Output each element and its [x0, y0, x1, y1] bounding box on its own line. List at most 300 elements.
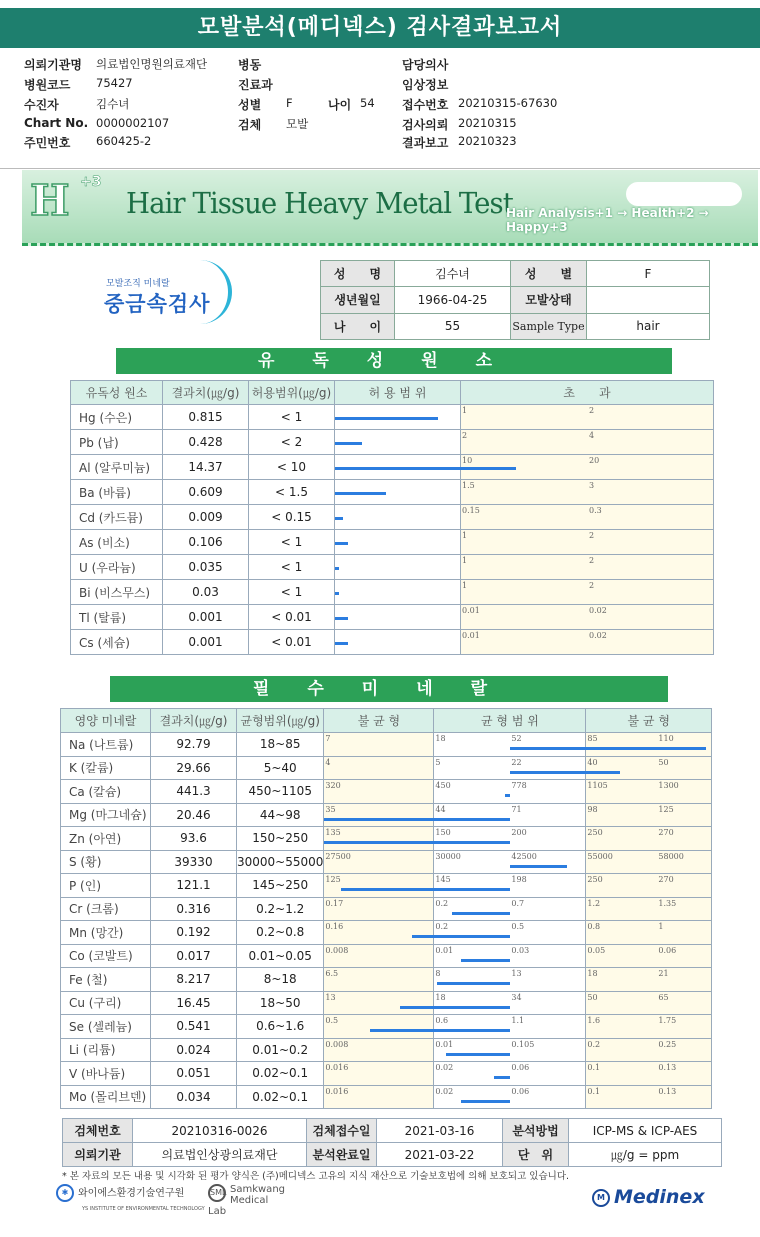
balance-cell — [434, 944, 586, 968]
header-value: 김수녀 — [96, 97, 130, 111]
element-range: < 0.01 — [249, 605, 335, 630]
tick-label: 50 — [587, 992, 598, 1002]
tick-label: 0.06 — [511, 1086, 530, 1096]
ess-header: 균형범위(㎍/g) — [237, 709, 324, 733]
tick-label: 0.5 — [325, 1016, 339, 1025]
result-bar — [510, 747, 586, 750]
exceed-cell — [461, 530, 714, 555]
mineral-value: 8.217 — [151, 968, 237, 992]
tick-label: 21 — [658, 969, 669, 978]
header-label: 검사의뢰 — [402, 118, 449, 132]
patient-sex: F — [587, 261, 710, 287]
tick-label: 44 — [435, 804, 446, 814]
tick-label: 250 — [587, 828, 603, 837]
result-bar — [434, 1006, 510, 1009]
test-banner — [22, 170, 758, 246]
tick-label: 0.1 — [587, 1063, 601, 1072]
tick-label: 1300 — [658, 781, 679, 790]
tick-label: 7 — [325, 734, 331, 743]
header-value: 모발 — [286, 117, 309, 131]
mineral-row — [61, 827, 712, 851]
result-bar — [461, 1100, 510, 1103]
tick-label: 125 — [658, 804, 674, 814]
tick-label: 18 — [435, 992, 446, 1002]
banner-subtitle: Hair Analysis+1 → Health+2 → Happy+3 — [506, 206, 709, 234]
result-bar-high — [586, 747, 706, 750]
tick-label: 0.105 — [511, 1039, 535, 1049]
mineral-row — [61, 756, 712, 780]
specimen-footer-table — [62, 1118, 722, 1167]
element-value: 0.009 — [163, 505, 249, 530]
org-ys-name: 와이에스환경기술연구원 — [78, 1188, 185, 1199]
tick-label: 5 — [435, 757, 441, 767]
mineral-range: 0.02~0.1 — [237, 1085, 324, 1109]
element-range: < 1 — [249, 530, 335, 555]
tick-label: 270 — [658, 828, 674, 837]
sex-label: 성 별 — [511, 261, 587, 287]
result-bar — [335, 492, 386, 495]
header-label: 접수번호 — [402, 98, 449, 112]
element-range: < 2 — [249, 430, 335, 455]
mineral-value: 0.024 — [151, 1038, 237, 1062]
allow-range-cell — [335, 505, 461, 530]
mineral-range: 0.02~0.1 — [237, 1062, 324, 1086]
mineral-row — [61, 733, 712, 757]
low-imbalance-cell — [324, 874, 434, 898]
tick-label: 13 — [325, 992, 336, 1002]
low-imbalance-cell — [324, 991, 434, 1015]
balance-cell — [434, 756, 586, 780]
mineral-value: 0.034 — [151, 1085, 237, 1109]
header-label: 임상정보 — [402, 78, 449, 92]
tick-label: 4 — [589, 431, 595, 440]
tick-label: 250 — [587, 875, 603, 884]
dob-label: 생년월일 — [321, 287, 395, 313]
tick-label: 0.13 — [658, 1063, 677, 1072]
header-label: 검체 — [238, 118, 262, 132]
tick-label: 0.02 — [435, 1086, 454, 1096]
tick-label: 55000 — [587, 851, 613, 861]
unit-value: ㎍/g = ppm — [569, 1143, 722, 1167]
org-samkwang — [208, 1184, 285, 1217]
requester-name: 의료법인상광의료재단 — [133, 1143, 307, 1167]
tick-label: 71 — [511, 804, 522, 814]
age-label: 나 이 — [321, 313, 395, 339]
low-imbalance-cell — [324, 921, 434, 945]
ys-logo-icon: ✱ — [56, 1184, 74, 1202]
essential-minerals-table — [60, 708, 712, 1109]
exceed-cell — [461, 480, 714, 505]
mineral-row — [61, 991, 712, 1015]
mineral-name: Li (리튬) — [61, 1038, 151, 1062]
result-bar — [461, 959, 510, 962]
patient-age: 55 — [395, 313, 511, 339]
header-label: 성별 — [238, 98, 262, 112]
toxic-row — [71, 480, 714, 505]
header-divider — [0, 168, 760, 169]
high-imbalance-cell — [586, 944, 712, 968]
result-bar — [452, 912, 511, 915]
tick-label: 0.01 — [462, 631, 480, 640]
product-logo — [84, 264, 234, 324]
mineral-range: 0.6~1.6 — [237, 1015, 324, 1039]
mineral-range: 145~250 — [237, 874, 324, 898]
tick-label: 0.06 — [658, 945, 677, 955]
toxic-row — [71, 605, 714, 630]
mineral-name: Mn (망간) — [61, 921, 151, 945]
tick-label: 145 — [435, 875, 451, 884]
tick-label: 98 — [587, 804, 598, 814]
exceed-cell — [461, 555, 714, 580]
mineral-row — [61, 803, 712, 827]
header-label: 결과보고 — [402, 136, 449, 150]
scanned-report — [22, 170, 758, 1235]
header-value: 20210315-67630 — [458, 96, 558, 110]
mineral-row — [61, 921, 712, 945]
allow-range-cell — [335, 605, 461, 630]
tick-label: 0.17 — [325, 898, 344, 908]
mineral-value: 20.46 — [151, 803, 237, 827]
result-bar — [335, 617, 348, 620]
result-bar-low — [341, 888, 435, 891]
mineral-name: K (칼륨) — [61, 756, 151, 780]
balance-cell — [434, 1085, 586, 1109]
request-header — [0, 50, 760, 168]
tick-label: 0.02 — [435, 1063, 454, 1072]
exceed-cell — [461, 580, 714, 605]
tick-label: 0.05 — [587, 945, 606, 955]
tick-label: 200 — [511, 828, 527, 837]
tick-label: 8 — [435, 969, 441, 978]
balance-cell — [434, 1038, 586, 1062]
toxic-header: 허 용 범 위 — [335, 381, 461, 405]
mineral-value: 0.316 — [151, 897, 237, 921]
tick-label: 0.06 — [511, 1063, 530, 1072]
result-bar — [335, 442, 362, 445]
result-bar-low — [370, 1029, 435, 1032]
patient-sample: hair — [587, 313, 710, 339]
header-label: 병동 — [238, 58, 262, 72]
requester-label: 의뢰기관 — [63, 1143, 133, 1167]
tick-label: 0.1 — [587, 1086, 601, 1096]
tick-label: 18 — [587, 969, 598, 978]
allow-range-cell — [335, 405, 461, 430]
tick-label: 20 — [589, 456, 600, 465]
element-value: 0.03 — [163, 580, 249, 605]
toxic-row — [71, 555, 714, 580]
exceed-cell — [461, 505, 714, 530]
mineral-range: 0.2~1.2 — [237, 897, 324, 921]
mineral-value: 39330 — [151, 850, 237, 874]
header-value: 의료법인명원의료재단 — [96, 57, 208, 71]
element-value: 0.001 — [163, 630, 249, 655]
tick-label: 270 — [658, 875, 674, 884]
mineral-name: P (인) — [61, 874, 151, 898]
mineral-name: Fe (철) — [61, 968, 151, 992]
tick-label: 1 — [462, 556, 468, 565]
exceed-cell — [461, 455, 714, 480]
result-bar-low — [324, 818, 434, 821]
header-value: 0000002107 — [96, 116, 170, 130]
toxic-row — [71, 630, 714, 655]
tick-label: 0.13 — [658, 1086, 677, 1096]
result-bar — [335, 467, 461, 470]
tick-label: 2 — [589, 531, 595, 540]
high-imbalance-cell — [586, 991, 712, 1015]
result-bar — [437, 982, 510, 985]
balance-cell — [434, 827, 586, 851]
mineral-row — [61, 968, 712, 992]
header-value: 660425-2 — [96, 134, 152, 148]
logo-big-text: 중금속검사 — [104, 292, 211, 316]
tick-label: 2 — [589, 556, 595, 565]
org-samkwang-2: Medical Lab — [208, 1195, 269, 1217]
copyright-note: * 본 자료의 모든 내용 및 시각화 된 평가 양식은 (주)메디넥스 고유의 지식 재산으로 기술보호법에 의해 보호되고 있습니다. — [62, 1171, 570, 1182]
element-value: 0.428 — [163, 430, 249, 455]
tick-label: 1.2 — [587, 898, 601, 908]
low-imbalance-cell — [324, 733, 434, 757]
balance-cell — [434, 921, 586, 945]
tick-label: 0.6 — [435, 1016, 449, 1025]
specimen-number: 20210316-0026 — [133, 1119, 307, 1143]
org-medinex — [592, 1186, 705, 1208]
mineral-range: 18~50 — [237, 991, 324, 1015]
tick-label: 18 — [435, 734, 446, 743]
org-medinex-name: Medinex — [614, 1186, 705, 1208]
mineral-value: 92.79 — [151, 733, 237, 757]
mineral-name: Ca (칼슘) — [61, 780, 151, 804]
tick-label: 34 — [511, 992, 522, 1002]
mineral-row — [61, 1015, 712, 1039]
header-label: 의뢰기관명 — [24, 58, 82, 72]
tick-label: 30000 — [435, 851, 461, 861]
high-imbalance-cell — [586, 921, 712, 945]
tick-label: 1.35 — [658, 898, 677, 908]
balance-cell — [434, 850, 586, 874]
exceed-cell — [461, 430, 714, 455]
high-imbalance-cell — [586, 897, 712, 921]
element-value: 0.815 — [163, 405, 249, 430]
element-range: < 1 — [249, 580, 335, 605]
tick-label: 1.6 — [587, 1016, 601, 1025]
high-imbalance-cell — [586, 874, 712, 898]
toxic-row — [71, 430, 714, 455]
exceed-cell — [461, 405, 714, 430]
mineral-range: 5~40 — [237, 756, 324, 780]
tick-label: 135 — [325, 828, 341, 837]
tick-label: 27500 — [325, 851, 351, 861]
result-bar — [335, 642, 348, 645]
tick-label: 2 — [462, 431, 468, 440]
result-bar — [335, 542, 348, 545]
mineral-name: Na (나트륨) — [61, 733, 151, 757]
low-imbalance-cell — [324, 850, 434, 874]
logo-arc-icon — [188, 260, 232, 324]
balance-cell — [434, 968, 586, 992]
completed-label: 분석완료일 — [307, 1143, 377, 1167]
mineral-name: Se (셀레늄) — [61, 1015, 151, 1039]
tick-label: 1.1 — [511, 1016, 525, 1025]
tick-label: 0.2 — [435, 898, 449, 908]
toxic-section-title: 유독성원소 — [116, 348, 672, 374]
exceed-cell — [461, 605, 714, 630]
high-imbalance-cell — [586, 850, 712, 874]
essential-section-title: 필수미네랄 — [110, 676, 668, 702]
header-label: 주민번호 — [24, 136, 71, 150]
element-name: Cd (카드뮴) — [71, 505, 163, 530]
element-range: < 0.01 — [249, 630, 335, 655]
tick-label: 198 — [511, 875, 527, 884]
tick-label: 150 — [435, 828, 451, 837]
result-bar-low — [400, 1006, 434, 1009]
header-label: 수진자 — [24, 98, 59, 112]
ess-header: 균 형 범 위 — [434, 709, 586, 733]
name-label: 성 명 — [321, 261, 395, 287]
tick-label: 0.008 — [325, 1039, 349, 1049]
ess-header: 불 균 형 — [324, 709, 434, 733]
result-bar — [434, 935, 510, 938]
mineral-row — [61, 1062, 712, 1086]
mineral-row — [61, 874, 712, 898]
header-value: 20210323 — [458, 134, 517, 148]
tick-label: 0.01 — [435, 1039, 454, 1049]
tick-label: 0.01 — [435, 945, 454, 955]
unit-label: 단 위 — [503, 1143, 569, 1167]
tick-label: 10 — [462, 456, 473, 465]
header-value: 20210315 — [458, 116, 517, 130]
result-bar — [510, 865, 567, 868]
mineral-range: 30000~55000 — [237, 850, 324, 874]
toxic-row — [71, 580, 714, 605]
tick-label: 40 — [587, 757, 598, 767]
mineral-value: 0.017 — [151, 944, 237, 968]
tick-label: 0.8 — [587, 922, 601, 931]
header-value: 75427 — [96, 76, 133, 90]
low-imbalance-cell — [324, 1038, 434, 1062]
mineral-value: 29.66 — [151, 756, 237, 780]
header-label: 병원코드 — [24, 78, 71, 92]
tick-label: 0.008 — [325, 945, 349, 955]
specimen-label: 검체번호 — [63, 1119, 133, 1143]
sml-logo-icon: SML — [208, 1184, 226, 1202]
tick-label: 1 — [462, 531, 468, 540]
tick-label: 52 — [511, 734, 522, 743]
toxic-row — [71, 455, 714, 480]
balance-cell — [434, 780, 586, 804]
mineral-range: 18~85 — [237, 733, 324, 757]
header-label: 나이 — [328, 98, 352, 112]
patient-info-table — [320, 260, 710, 340]
patient-name: 김수녀 — [395, 261, 511, 287]
tick-label: 1 — [462, 581, 468, 590]
high-imbalance-cell — [586, 733, 712, 757]
low-imbalance-cell — [324, 944, 434, 968]
tick-label: 0.2 — [435, 922, 449, 931]
low-imbalance-cell — [324, 780, 434, 804]
low-imbalance-cell — [324, 897, 434, 921]
high-imbalance-cell — [586, 968, 712, 992]
medinex-logo-icon: M — [592, 1189, 610, 1207]
tick-label: 0.016 — [325, 1086, 349, 1096]
tick-label: 35 — [325, 804, 336, 814]
mineral-range: 450~1105 — [237, 780, 324, 804]
report-title: 모발분석(메디넥스) 검사결과보고서 — [0, 8, 760, 48]
header-label: Chart No. — [24, 116, 89, 130]
tick-label: 58000 — [658, 851, 684, 861]
tick-label: 0.03 — [511, 945, 530, 955]
ess-header: 영양 미네랄 — [61, 709, 151, 733]
tick-label: 13 — [511, 969, 522, 978]
toxic-header: 초 과 — [461, 381, 714, 405]
high-imbalance-cell — [586, 1015, 712, 1039]
element-range: < 10 — [249, 455, 335, 480]
low-imbalance-cell — [324, 827, 434, 851]
allow-range-cell — [335, 430, 461, 455]
banner-logo-sup: +3 — [80, 174, 102, 190]
tick-label: 4 — [325, 757, 331, 767]
allow-range-cell — [335, 555, 461, 580]
element-name: U (우라늄) — [71, 555, 163, 580]
element-value: 0.035 — [163, 555, 249, 580]
element-range: < 1.5 — [249, 480, 335, 505]
balance-cell — [434, 733, 586, 757]
tick-label: 1105 — [587, 781, 608, 790]
mineral-range: 0.2~0.8 — [237, 921, 324, 945]
result-bar — [494, 1076, 511, 1079]
ess-header: 불 균 형 — [586, 709, 712, 733]
mineral-range: 44~98 — [237, 803, 324, 827]
allow-range-cell — [335, 630, 461, 655]
org-samkwang-1: Samkwang — [230, 1184, 285, 1195]
mineral-name: Cr (크롬) — [61, 897, 151, 921]
balance-cell — [434, 1062, 586, 1086]
high-imbalance-cell — [586, 780, 712, 804]
tick-label: 22 — [511, 757, 522, 767]
tick-label: 0.02 — [589, 631, 607, 640]
element-range: < 1 — [249, 405, 335, 430]
tick-label: 0.5 — [511, 922, 525, 931]
element-range: < 1 — [249, 555, 335, 580]
mineral-name: S (황) — [61, 850, 151, 874]
mineral-row — [61, 780, 712, 804]
element-name: Pb (납) — [71, 430, 163, 455]
allow-range-cell — [335, 530, 461, 555]
high-imbalance-cell — [586, 827, 712, 851]
mineral-value: 121.1 — [151, 874, 237, 898]
tick-label: 2 — [589, 581, 595, 590]
element-name: Tl (탈륨) — [71, 605, 163, 630]
balance-cell — [434, 874, 586, 898]
tick-label: 0.02 — [589, 606, 607, 615]
balance-cell — [434, 803, 586, 827]
element-value: 14.37 — [163, 455, 249, 480]
ess-header: 결과치(㎍/g) — [151, 709, 237, 733]
high-imbalance-cell — [586, 756, 712, 780]
mineral-value: 0.192 — [151, 921, 237, 945]
result-bar — [335, 592, 339, 595]
tick-label: 0.7 — [511, 898, 525, 908]
low-imbalance-cell — [324, 968, 434, 992]
low-imbalance-cell — [324, 1085, 434, 1109]
allow-range-cell — [335, 455, 461, 480]
org-ys-en: YS INSTITUTE OF ENVIRONMENTAL TECHNOLOGY — [82, 1206, 205, 1212]
hair-label: 모발상태 — [511, 287, 587, 313]
result-bar — [505, 794, 510, 797]
high-imbalance-cell — [586, 1038, 712, 1062]
mineral-value: 16.45 — [151, 991, 237, 1015]
result-bar — [434, 1029, 510, 1032]
org-ys — [56, 1184, 205, 1213]
